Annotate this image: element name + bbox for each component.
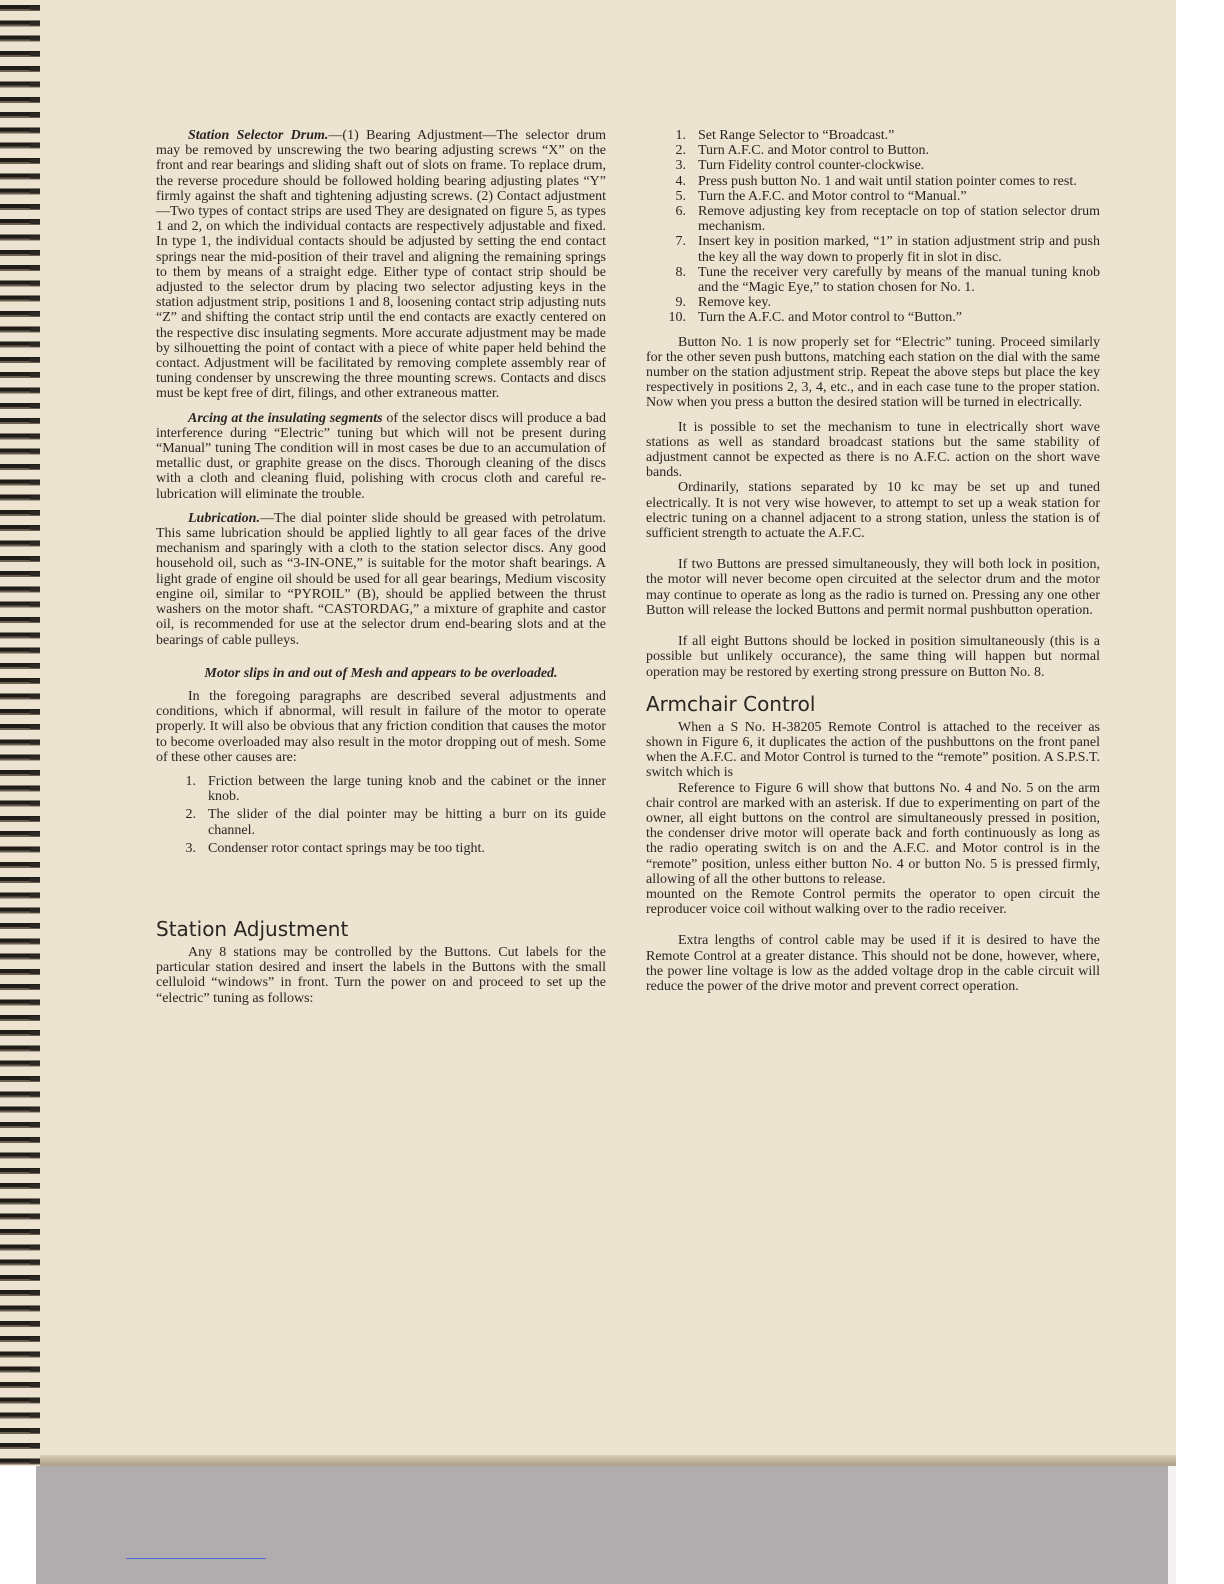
spiral-binding-coils	[30, 0, 40, 1466]
list-item	[156, 774, 606, 804]
list-item	[646, 295, 1100, 310]
list-item-text: Turn Fidelity control counter-clockwise.	[698, 158, 925, 174]
two-buttons-paragraph: If two Buttons are pressed simultaneously, they will both lock in position, the motor will never become open circuited at the selector drum and the motor may continue to operate as long as the radio is turned on. Pressing any one other Button will release the locked Buttons and permit normal pushbutton operation.	[646, 557, 1100, 618]
list-item-text: Tune the receiver very carefully by means of the manual tuning knob and the “Magic Eye,” to station chosen for No. 1.	[698, 264, 1100, 296]
scan-artifact-line	[126, 1558, 266, 1559]
station-selector-drum-heading: Station Selector Drum.	[188, 128, 329, 143]
list-item	[646, 204, 1100, 234]
list-item-text: Remove key.	[698, 295, 771, 311]
list-item	[646, 265, 1100, 295]
list-item-text: Press push button No. 1 and wait until station pointer comes to rest.	[698, 173, 1077, 189]
lubrication-heading: Lubrication.	[188, 510, 260, 526]
list-item-text: Remove adjusting key from receptacle on top of station selector drum mechanism.	[698, 204, 1100, 235]
list-item	[646, 143, 1100, 158]
list-item-text: Turn the A.F.C. and Motor control to “Manual.”	[698, 188, 967, 204]
motor-causes-list	[156, 774, 606, 856]
list-item-text: Set Range Selector to “Broadcast.”	[698, 128, 895, 143]
list-item	[646, 128, 1100, 143]
arcing-body: of the selector discs will produce a bad interference during “Electric” tuning but which will not be present during “Manual” tuning The condition will in most cases be due to an accumulation of metallic dust, or graphite grease on the discs. Thorough cleaning of the discs with a cloth and cleaning fluid, polishing with crocus cloth and careful re-lubrication will eliminate the trouble.	[156, 410, 606, 502]
arcing-heading: Arcing at the insulating segments	[188, 410, 383, 426]
right-column	[646, 128, 1100, 1003]
list-item-text: The slider of the dial pointer may be hitting a burr on its guide channel.	[208, 807, 606, 838]
list-item-number: 7.	[675, 234, 686, 250]
list-item-number: 2.	[675, 143, 686, 159]
list-item-number: 5.	[675, 188, 686, 204]
under-page-strip	[1168, 1466, 1176, 1584]
motor-slips-heading: Motor slips in and out of Mesh and appears to be overloaded.	[204, 665, 558, 681]
button-one-paragraph: Button No. 1 is now properly set for “Electric” tuning. Proceed similarly for the other seven push buttons, matching each station on the dial with the same number on the station adjustment strip. Repeat the above steps but place the key respectively in positions 2, 3, 4, etc., and in each case tune to the proper station. Now when you press a button the desired station will be turned in electrically.	[646, 334, 1100, 411]
list-item	[646, 158, 1100, 173]
list-item	[646, 189, 1100, 204]
spacer	[156, 865, 606, 917]
list-item-text: Turn A.F.C. and Motor control to Button.	[698, 143, 929, 159]
list-item	[156, 807, 606, 837]
list-item-number: 2.	[185, 807, 196, 823]
list-item-number: 3.	[675, 158, 686, 174]
list-item-text: Friction between the large tuning knob and the cabinet or the inner knob.	[208, 773, 606, 805]
left-column	[156, 128, 606, 1015]
tuning-steps-list	[646, 128, 1100, 326]
armchair-paragraph-2: Reference to Figure 6 will show that buttons No. 4 and No. 5 on the arm chair control are marked with an asterisk. If due to experimenting on part of the owner, all eight buttons on the control are simultaneously pressed in position, the condenser drive motor will operate back and forth continuously as long as the radio operating switch is on and the A.F.C. and Motor control is in the “remote” position, unless either button No. 4 or button No. 5 is pressed firmly, allowing of all the other buttons to release.	[646, 780, 1100, 887]
list-item-number: 6.	[675, 204, 686, 220]
ten-kc-paragraph: Ordinarily, stations separated by 10 kc may be set up and tuned electrically. It is not very wise however, to attempt to set up a weak station for electric tuning on a channel adjacent to a strong station, unless the station is of sufficient strength to actuate the A.F.C.	[646, 480, 1100, 542]
station-adjustment-body: Any 8 stations may be controlled by the Buttons. Cut labels for the particular station desired and insert the labels in the Buttons with the small celluloid “windows” in front. Turn the power on and proceed to set up the “electric” tuning as follows:	[156, 944, 606, 1006]
list-item	[646, 234, 1100, 264]
armchair-paragraph-3: mounted on the Remote Control permits the operator to open circuit the reproducer voice coil without walking over to the radio receiver.	[646, 886, 1100, 918]
armchair-paragraph-4: Extra lengths of control cable may be used if it is desired to have the Remote Control at a greater distance. This should not be done, however, where, the power line voltage is low as the added voltage drop in the cable circuit will reduce the power of the drive motor and prevent correct operation.	[646, 933, 1100, 994]
station-selector-drum-body: —(1) Bearing Adjustment—The selector drum may be removed by unscrewing the two bearing adjusting screws “X” on the front and rear bearings and sliding shaft out of slots on frame. To replace drum, the reverse procedure should be followed holding bearing adjusting plates “Y” firmly against the shaft and tightening adjusting screws. (2) Contact adjustment—Two types of contact strips are used They are designated on figure 5, as types 1 and 2, on which the individual contacts are respectively adjustable and fixed. In type 1, the individual contacts should be adjusted by setting the end contact springs near the mid-position of their travel and aligning the remaining springs to them by means of a straight edge. Either type of contact strip should be adjusted to the selector drum by placing two selector adjusting keys in the station adjustment strip, positions 1 and 8, loosening contact strip adjusting nuts “Z” and shifting the contact strip until the end contacts are exactly centered on the respective disc insulating segments. More accurate adjustment may be made by silhouetting the point of contact with a piece of white paper held behind the contact. Adjustment will be facilitated by removing complete assembly rear of tuning condenser by unscrewing the three mounting screws. Contacts and discs must be kept free of dirt, filings, and other extraneous matter.	[156, 128, 606, 402]
list-item	[156, 841, 606, 856]
lubrication-paragraph	[156, 511, 606, 648]
lubrication-body: —The dial pointer slide should be greased with petrolatum. This same lubrication should be applied lightly to all gear faces of the drive mechanism and sparingly with a cloth to the station selector discs. Any good household oil, such as “3-IN-ONE,” is suitable for the motor shaft bearings. A light grade of engine oil should be used for all gear bearings, Medium viscosity engine oil, similar to “PYROIL” (B), should be applied between the thrust washers on the motor shaft. “CASTORDAG,” a mixture of graphite and castor oil, is recommended for use at the selector drum end-bearing slots and at the bearings of cable pulleys.	[156, 510, 606, 648]
spiral-binding	[0, 0, 40, 1466]
station-selector-drum-paragraph	[156, 128, 606, 402]
list-item-text: Insert key in position marked, “1” in station adjustment strip and push the key all the way down to properly fit in slot in disc.	[698, 234, 1100, 265]
list-item	[646, 310, 1100, 325]
list-item-text: Turn the A.F.C. and Motor control to “Button.”	[698, 310, 962, 326]
arcing-paragraph	[156, 411, 606, 502]
all-eight-paragraph: If all eight Buttons should be locked in position simultaneously (this is a possible but unlikely occurance), the same thing will happen but normal operation may be restored by exerting strong pressure on Button No. 8.	[646, 634, 1100, 680]
list-item-number: 10.	[668, 310, 686, 326]
list-item-number: 1.	[185, 773, 196, 789]
list-item-number: 1.	[675, 128, 686, 143]
list-item-text: Condenser rotor contact springs may be too tight.	[208, 840, 485, 856]
list-item-number: 3.	[185, 840, 196, 856]
list-item-number: 4.	[675, 173, 686, 189]
under-page-area	[36, 1466, 1176, 1584]
station-adjustment-heading: Station Adjustment	[156, 916, 349, 941]
motor-slips-intro: In the foregoing paragraphs are described several adjustments and conditions, which if abnormal, will result in failure of the motor to operate properly. It will also be obvious that any friction condition that causes the motor to become overloaded may also result in the motor dropping out of mesh. Some of these other causes are:	[156, 688, 606, 765]
armchair-control-heading: Armchair Control	[646, 691, 816, 716]
list-item-number: 9.	[675, 295, 686, 311]
short-wave-paragraph: It is possible to set the mechanism to tune in electrically short wave stations as well as standard broadcast stations but the same stability of adjustment cannot be expected as there is no A.F.C. action on the short wave bands.	[646, 419, 1100, 481]
list-item-number: 8.	[675, 264, 686, 280]
armchair-paragraph-1: When a S No. H-38205 Remote Control is attached to the receiver as shown in Figure 6, it duplicates the action of the pushbuttons on the front panel when the A.F.C. and Motor Control is turned to the “remote” position. A S.P.S.T. switch which is	[646, 719, 1100, 781]
list-item	[646, 174, 1100, 189]
